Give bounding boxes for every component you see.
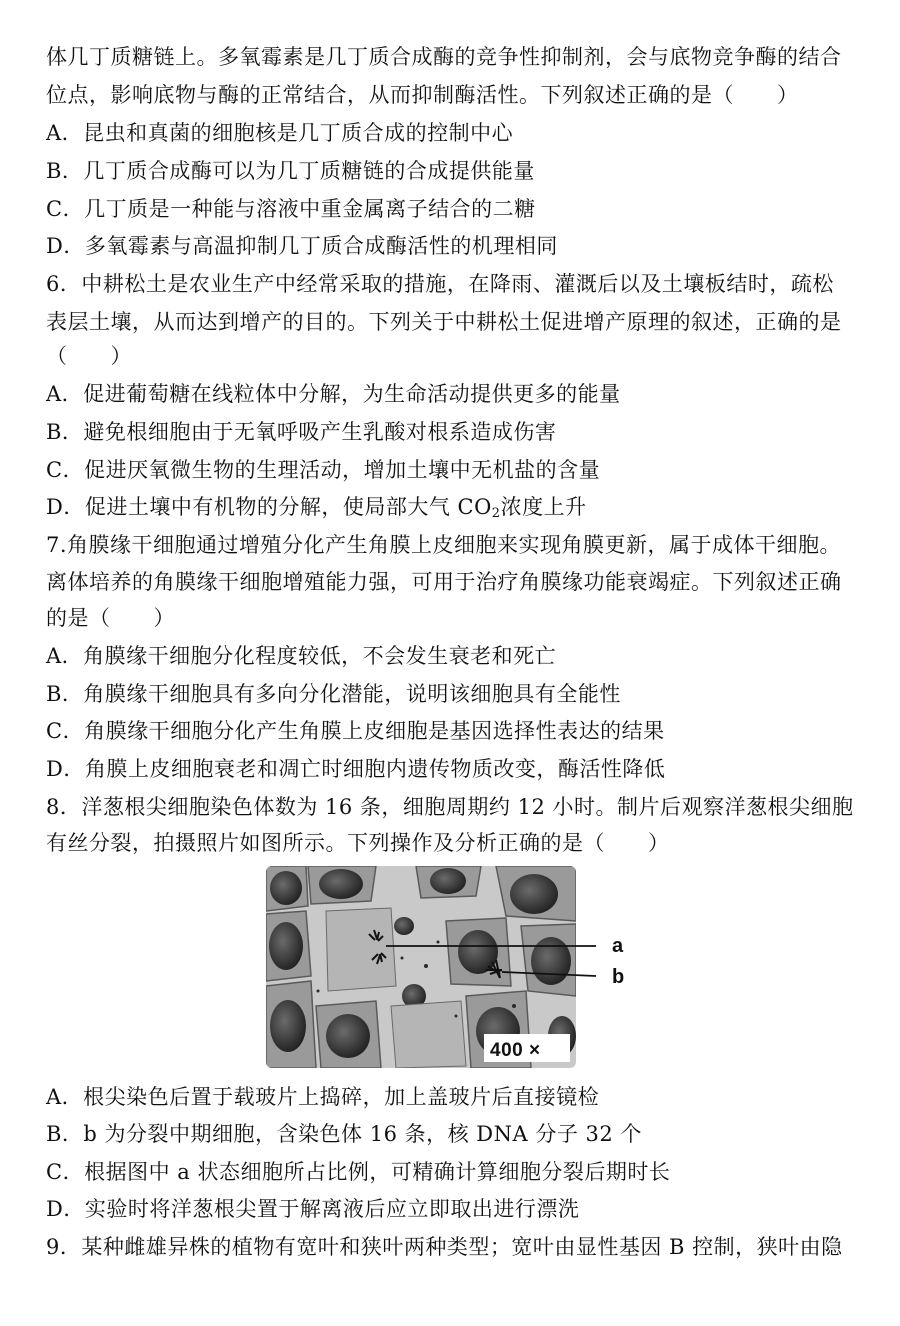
q5-stem-line1: 体几丁质糖链上。多氧霉素是几丁质合成酶的竞争性抑制剂，会与底物竞争酶的结合	[46, 45, 842, 69]
q5-stem-line2: 位点，影响底物与酶的正常结合，从而抑制酶活性。下列叙述正确的是（ ）	[46, 83, 799, 107]
label-b: b	[612, 966, 625, 988]
q8-stem-line1: 8．洋葱根尖细胞染色体数为 16 条，细胞周期约 12 小时。制片后观察洋葱根尖细胞	[46, 795, 854, 819]
q8-option-b: B．b 为分裂中期细胞，含染色体 16 条，核 DNA 分子 32 个	[46, 1122, 642, 1146]
q6-stem-line1: 6．中耕松土是农业生产中经常采取的措施，在降雨、灌溉后以及土壤板结时，疏松	[46, 272, 834, 296]
q7-option-c: C．角膜缘干细胞分化产生角膜上皮细胞是基因选择性表达的结果	[46, 719, 665, 743]
q8-stem-line2: 有丝分裂，拍摄照片如图所示。下列操作及分析正确的是（ ）	[46, 831, 670, 855]
q7-stem-line3: 的是（ ）	[46, 606, 175, 630]
q6-option-d-prefix: D．促进土壤中有机物的分解，使局部大气 CO	[46, 495, 492, 519]
q8-option-d: D．实验时将洋葱根尖置于解离液后应立即取出进行漂洗	[46, 1197, 580, 1221]
magnification-label: 400 ×	[490, 1040, 541, 1061]
q7-option-d: D．角膜上皮细胞衰老和凋亡时细胞内遗传物质改变，酶活性降低	[46, 757, 666, 781]
q5-option-c: C．几丁质是一种能与溶液中重金属离子结合的二糖	[46, 197, 536, 221]
onion-root-tip-micrograph	[266, 866, 640, 1068]
q7-option-b: B．角膜缘干细胞具有多向分化潜能，说明该细胞具有全能性	[46, 682, 621, 706]
q5-option-d: D．多氧霉素与高温抑制几丁质合成酶活性的机理相同	[46, 234, 558, 258]
q6-stem-line2: 表层土壤，从而达到增产的目的。下列关于中耕松土促进增产原理的叙述，正确的是	[46, 310, 842, 334]
q5-option-b: B．几丁质合成酶可以为几丁质糖链的合成提供能量	[46, 159, 535, 183]
q6-stem-line3: （ ）	[46, 344, 132, 368]
q8-option-a: A．根尖染色后置于载玻片上捣碎，加上盖玻片后直接镜检	[46, 1085, 600, 1109]
q7-stem-line1: 7.角膜缘干细胞通过增殖分化产生角膜上皮细胞来实现角膜更新，属于成体干细胞。	[46, 533, 842, 557]
q6-option-a: A．促进葡萄糖在线粒体中分解，为生命活动提供更多的能量	[46, 382, 621, 406]
q6-option-b: B．避免根细胞由于无氧呼吸产生乳酸对根系造成伤害	[46, 420, 557, 444]
q8-option-c: C．根据图中 a 状态细胞所占比例，可精确计算细胞分裂后期时长	[46, 1160, 671, 1184]
q6-option-c: C．促进厌氧微生物的生理活动，增加土壤中无机盐的含量	[46, 458, 601, 482]
q7-stem-line2: 离体培养的角膜缘干细胞增殖能力强，可用于治疗角膜缘功能衰竭症。下列叙述正确	[46, 570, 842, 594]
q6-option-d	[46, 494, 587, 527]
label-a: a	[612, 935, 624, 957]
q5-option-a: A．昆虫和真菌的细胞核是几丁质合成的控制中心	[46, 121, 514, 145]
q7-option-a: A．角膜缘干细胞分化程度较低，不会发生衰老和死亡	[46, 644, 557, 668]
q6-option-d-subscript: 2	[491, 506, 501, 521]
q9-stem-line1: 9．某种雌雄异株的植物有宽叶和狭叶两种类型；宽叶由显性基因 B 控制，狭叶由隐	[46, 1235, 843, 1259]
q6-option-d-suffix: 浓度上升	[500, 495, 587, 519]
